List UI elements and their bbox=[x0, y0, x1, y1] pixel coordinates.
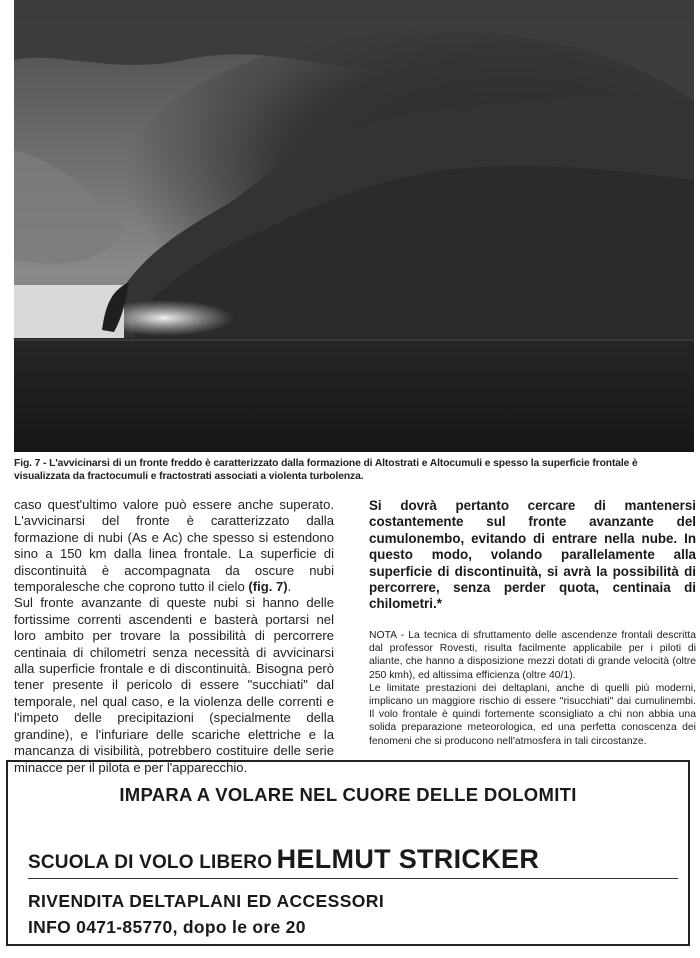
advertisement-box bbox=[6, 760, 690, 946]
article-right-column-bold: Si dovrà pertanto cercare di mantenersi costantemente sul fronte avanzante del cumulonembo, evitando di entrare nella nube. In questo modo, volando parallelamente alla superficie di discontinuità, si avrà la possibilità di percorrere, senza perder quota, centinaia di chilometri.* bbox=[369, 498, 696, 612]
paragraph: Sul fronte avanzante di queste nubi si hanno delle fortissime correnti ascendenti e basterà portarsi nel loro ambito per trovare la possibilità di percorrere centinaia di chilometri senza necessità di avvicinarsi alla superficie frontale e di discontinuità. Bisogna però tener presente il pericolo di essere "succhiati" dal temporale, nel qual caso, e la violenza delle correnti e l'impeto delle precipitazioni (specialmente della grandine), e l'infuriare delle scariche elettriche e la mancanza di visibilità, potrebbero costituire delle serie minacce per il pilota e per l'apparecchio. bbox=[14, 595, 334, 775]
article-left-column bbox=[14, 497, 334, 776]
note-paragraph: Le limitate prestazioni dei deltaplani, anche di quelli più moderni, implicano un maggiore rischio di essere "risucchiati" dai cumulinembi. Il volo frontale è quindi fortemente sconsigliato a chi non abbia una solida preparazione meteorologica, ed una perfetta conoscenza dei fenomeni che si producono nell'atmosfera in tali circostanze. bbox=[369, 682, 696, 747]
ad-headline: IMPARA A VOLARE NEL CUORE DELLE DOLOMITI bbox=[119, 784, 577, 805]
paragraph-text: caso quest'ultimo valore può essere anche superato. L'avvicinarsi del fronte è caratterizzato dalla formazione di nubi (As e Ac) che spesso si estendono sino a 150 km dalla linea frontale. La superficie di discontinuità è accompagnata da oscure nubi temporalesche che coprono tutto il cielo bbox=[14, 497, 334, 595]
ad-school-prefix: SCUOLA DI VOLO LIBERO bbox=[28, 852, 273, 873]
figure-caption: Fig. 7 - L'avvicinarsi di un fronte freddo è caratterizzato dalla formazione di Altostrati e Altocumuli e spesso la superficie frontale è visualizzata da fractocumuli e fractostrati associati a violenta turbolenza. bbox=[14, 458, 638, 482]
ad-school-name bbox=[28, 844, 688, 875]
ad-school-owner: HELMUT STRICKER bbox=[276, 844, 540, 874]
ad-shop-line: RIVENDITA DELTAPLANI ED ACCESSORI bbox=[28, 891, 385, 911]
storm-cloud-image bbox=[14, 0, 694, 452]
note-paragraph: NOTA - La tecnica di sfruttamento delle ascendenze frontali descritta dal professor Rovesti, risulta facilmente applicabile per i piloti di aliante, che hanno a disposizione mezzi dotati di grande velocità (oltre 250 kmh), ed altissima efficienza (oltre 40/1). bbox=[369, 630, 696, 681]
ad-divider bbox=[28, 878, 678, 879]
storm-cloud-photo bbox=[14, 0, 694, 452]
editor-note bbox=[369, 629, 696, 748]
paragraph-end: . bbox=[287, 579, 292, 595]
paragraph bbox=[14, 497, 334, 595]
ad-info-line: INFO 0471-85770, dopo le ore 20 bbox=[28, 917, 306, 937]
figure-reference: (fig. 7) bbox=[248, 579, 288, 595]
